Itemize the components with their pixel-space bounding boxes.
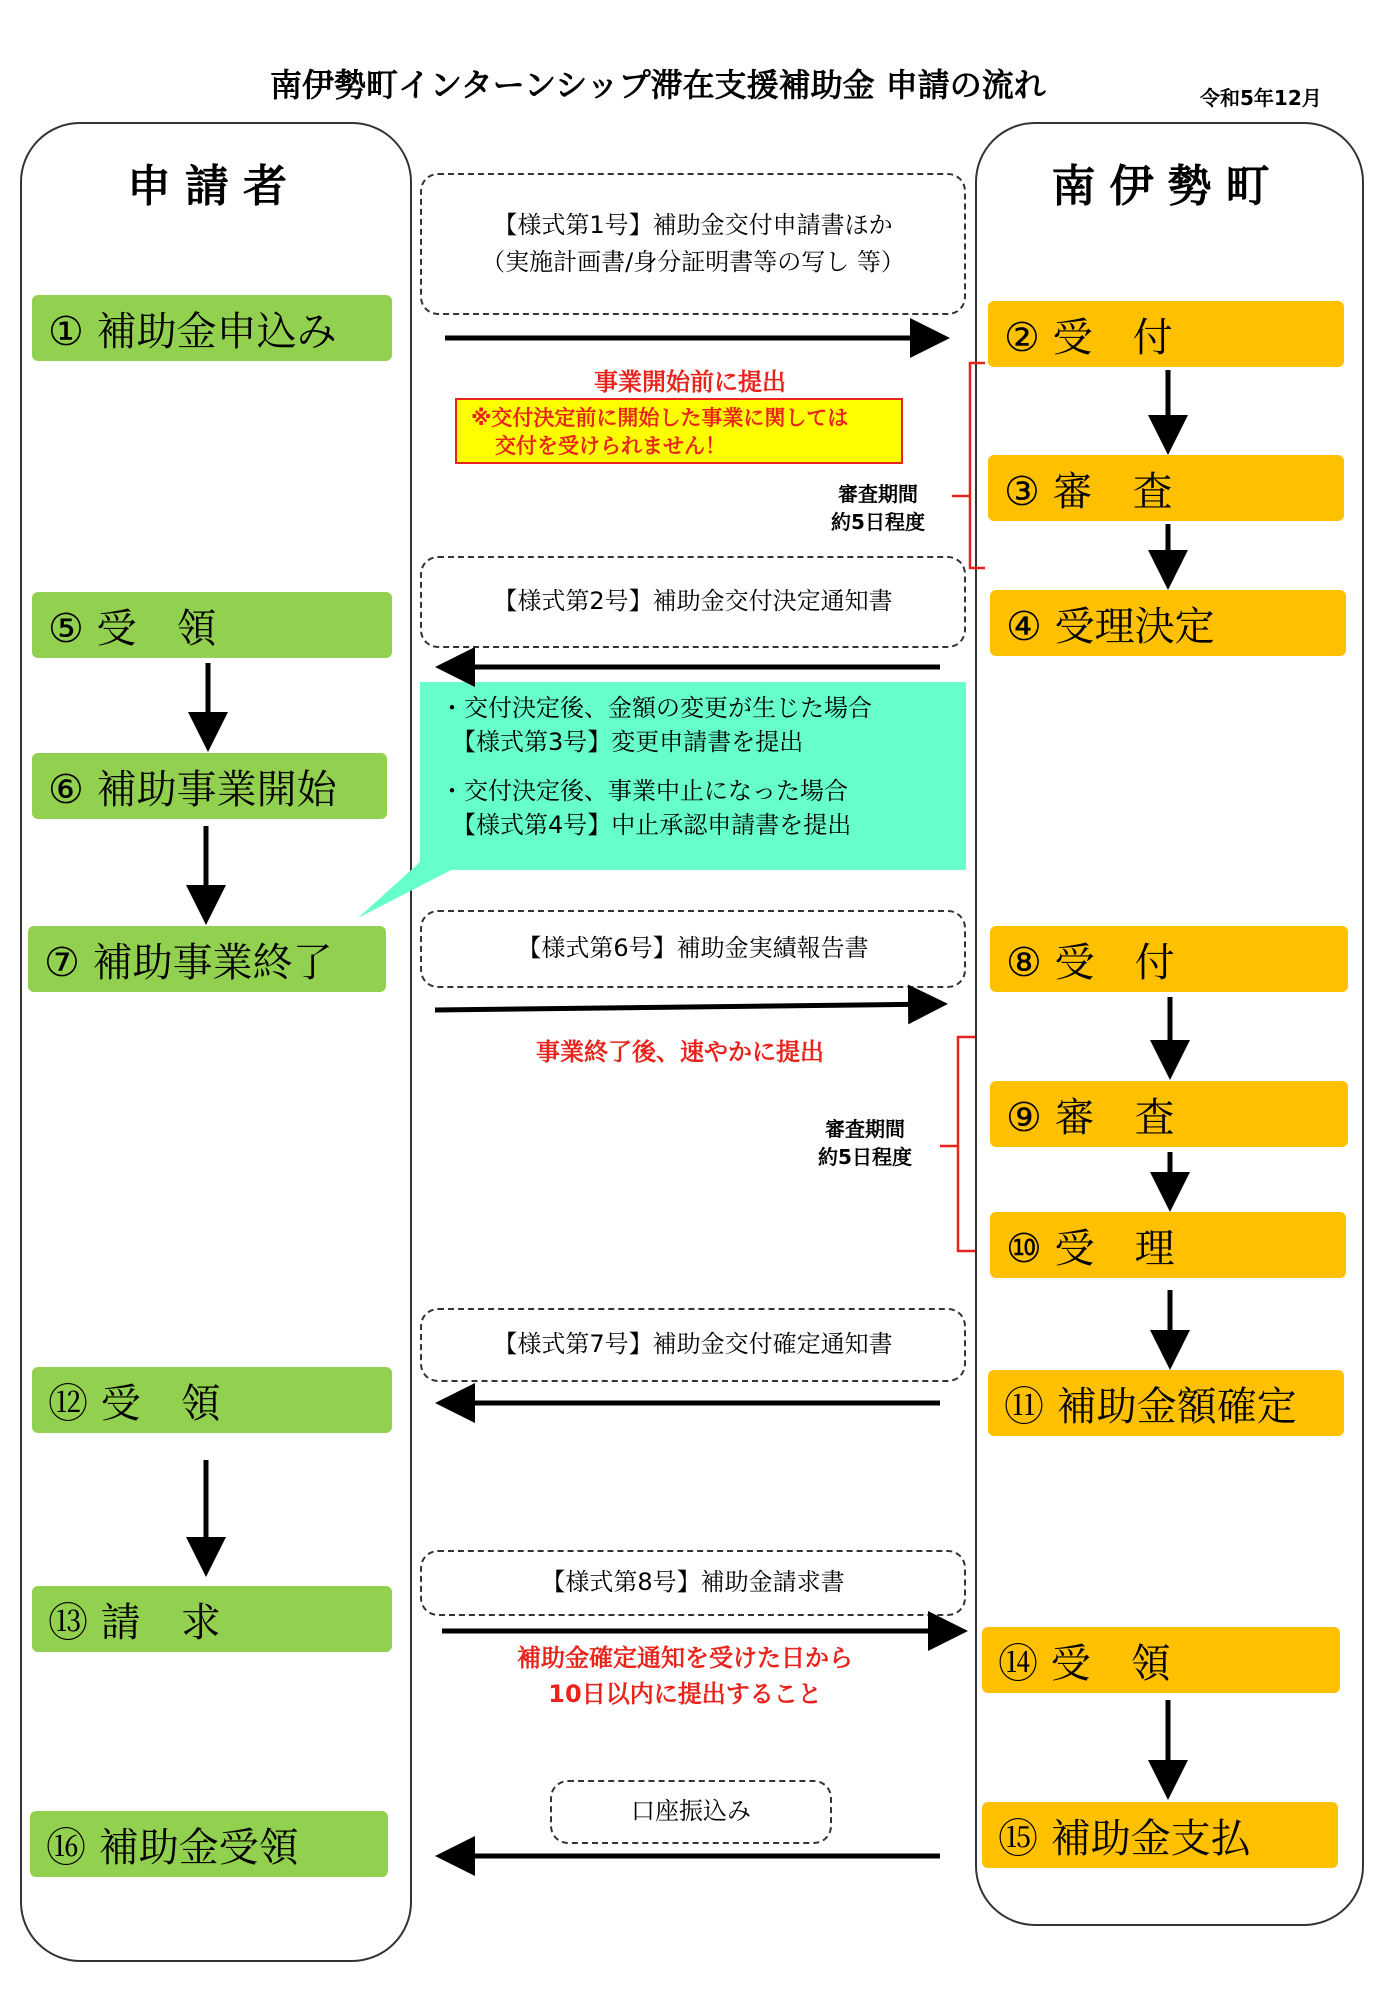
- submit-before-note: 事業開始前に提出: [594, 368, 786, 396]
- step-10-approve: ⑩ 受 理: [990, 1212, 1346, 1278]
- form6-label: 【様式第6号】補助金実績報告書: [517, 934, 869, 963]
- warning-line2: 交付を受けられません！: [495, 434, 726, 459]
- submit-after-note: 事業終了後、速やかに提出: [536, 1038, 824, 1066]
- step-4-decision: ④ 受理決定: [990, 590, 1346, 656]
- review-bracket-1: [952, 363, 985, 568]
- town-header: 南伊勢町: [1051, 161, 1284, 212]
- page-title: 南伊勢町インターンシップ滞在支援補助金 申請の流れ: [270, 66, 1046, 104]
- cancel-line2: 【様式第4号】中止承認申請書を提出: [452, 810, 852, 839]
- cancel-line1: ・交付決定後、事業中止になった場合: [440, 777, 848, 806]
- form1-line1: 【様式第1号】補助金交付申請書ほか: [493, 210, 893, 239]
- date-label: 令和5年12月: [1200, 86, 1322, 110]
- note-callout-tail: [358, 862, 455, 918]
- step-14-receive: ⑭ 受 領: [982, 1627, 1340, 1693]
- step-15-payment: ⑮ 補助金支払: [982, 1802, 1338, 1868]
- step-12-receive: ⑫ 受 領: [32, 1367, 392, 1433]
- step-1-apply: ① 補助金申込み: [32, 295, 392, 361]
- review-period-2-days: 約5日程度: [818, 1145, 912, 1169]
- deadline-line2: 10日以内に提出すること: [548, 1680, 822, 1708]
- step-9-review: ⑨ 審 査: [990, 1081, 1348, 1147]
- step-5-receive: ⑤ 受 領: [32, 592, 392, 658]
- change-line2: 【様式第3号】変更申請書を提出: [452, 727, 804, 756]
- review-period-1-label: 審査期間: [838, 482, 918, 506]
- arrow-report-to-accept: [435, 1004, 938, 1010]
- step-13-claim: ⑬ 請 求: [32, 1586, 392, 1652]
- step-11-amount-fixed: ⑪ 補助金額確定: [988, 1370, 1344, 1436]
- warning-line1: ※交付決定前に開始した事業に関しては: [471, 406, 849, 430]
- step-16-subsidy-receipt: ⑯ 補助金受領: [30, 1811, 388, 1877]
- step-7-end: ⑦ 補助事業終了: [28, 926, 386, 992]
- step-6-start: ⑥ 補助事業開始: [32, 753, 387, 819]
- form7-label: 【様式第7号】補助金交付確定通知書: [493, 1330, 893, 1359]
- form2-label: 【様式第2号】補助金交付決定通知書: [493, 587, 893, 616]
- applicant-header: 申請者: [127, 161, 301, 212]
- review-period-2-label: 審査期間: [825, 1117, 905, 1141]
- deadline-line1: 補助金確定通知を受けた日から: [517, 1644, 853, 1672]
- form1-line2: （実施計画書/身分証明書等の写し 等）: [481, 248, 905, 276]
- review-bracket-2: [940, 1037, 975, 1251]
- form8-label: 【様式第8号】補助金請求書: [541, 1568, 845, 1597]
- step-3-review: ③ 審 査: [988, 455, 1344, 521]
- change-line1: ・交付決定後、金額の変更が生じた場合: [440, 694, 872, 722]
- transfer-label: 口座振込み: [631, 1797, 751, 1826]
- review-period-1-days: 約5日程度: [831, 510, 925, 534]
- step-2-accept: ② 受 付: [988, 301, 1344, 367]
- step-8-accept: ⑧ 受 付: [990, 926, 1348, 992]
